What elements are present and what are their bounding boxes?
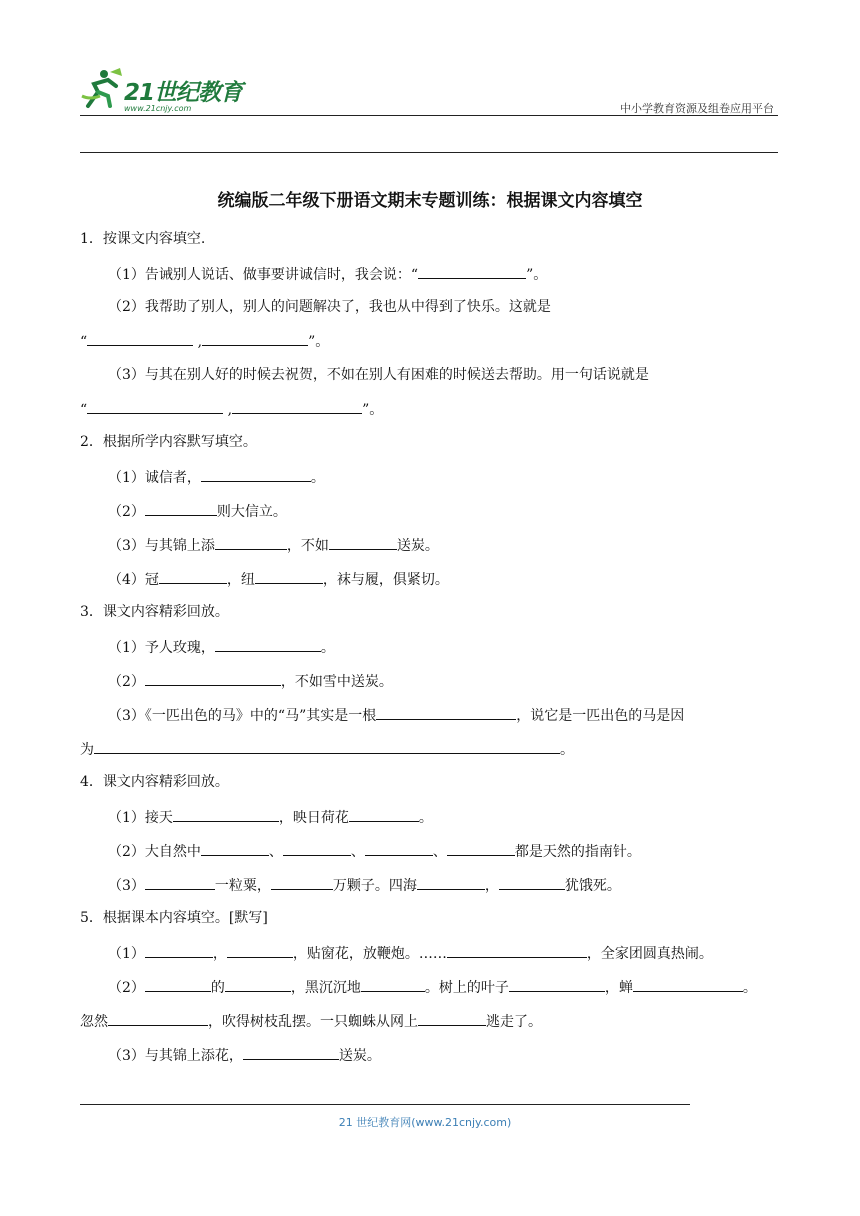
text: ， bbox=[484, 878, 499, 894]
footer-link[interactable]: 21 世纪教育网(www.21cnjy.com) bbox=[338, 1116, 512, 1129]
text: 逃走了。 bbox=[486, 1014, 542, 1030]
answer-blank[interactable] bbox=[633, 977, 743, 992]
answer-blank[interactable] bbox=[87, 331, 193, 346]
answer-blank[interactable] bbox=[108, 1011, 208, 1026]
q3-item-3-continued bbox=[80, 739, 574, 759]
answer-blank[interactable] bbox=[145, 977, 211, 992]
text: （4）冠 bbox=[108, 572, 159, 588]
text: ，纽 bbox=[226, 572, 255, 588]
answer-blank[interactable] bbox=[145, 943, 213, 958]
text: 送炭。 bbox=[338, 1048, 381, 1064]
text: 、 bbox=[432, 844, 447, 860]
text: “ bbox=[80, 334, 88, 350]
text: ”。 bbox=[308, 334, 330, 350]
q4-item-2 bbox=[108, 841, 641, 861]
text: （1）告诫别人说话、做事要讲诚信时，我会说：“ bbox=[108, 267, 419, 283]
q3-item-2 bbox=[108, 671, 393, 691]
q4-item-3 bbox=[108, 875, 621, 895]
answer-blank[interactable] bbox=[145, 501, 217, 516]
text: 。 bbox=[742, 980, 757, 996]
q1-item-3: （3）与其在别人好的时候去祝贺，不如在别人有困难的时候送去帮助。用一句话说就是 bbox=[108, 367, 649, 383]
text: ， bbox=[212, 946, 227, 962]
text: （3）《一匹出色的马》中的“马”其实是一根 bbox=[108, 708, 377, 724]
q5-item-2 bbox=[108, 977, 757, 997]
answer-blank[interactable] bbox=[225, 977, 291, 992]
text: （2） bbox=[108, 980, 145, 996]
logo-text: 21世纪教育 bbox=[124, 80, 243, 106]
answer-blank[interactable] bbox=[201, 467, 311, 482]
q2-item-2 bbox=[108, 501, 287, 521]
text: ，不如 bbox=[286, 538, 329, 554]
text: ，说它是一匹出色的马是因 bbox=[516, 708, 685, 724]
text: （3） bbox=[108, 878, 145, 894]
text: （2）大自然中 bbox=[108, 844, 201, 860]
text: ，黑沉沉地 bbox=[290, 980, 361, 996]
q3-item-1 bbox=[108, 637, 335, 657]
answer-blank[interactable] bbox=[376, 705, 516, 720]
text: 的 bbox=[210, 980, 225, 996]
text: ”。 bbox=[526, 267, 548, 283]
text: （1）诚信者， bbox=[108, 470, 201, 486]
text: 忽然 bbox=[80, 1014, 108, 1030]
q5-item-3 bbox=[108, 1045, 381, 1065]
text: （2） bbox=[108, 504, 145, 520]
text: ，贴窗花，放鞭炮。…… bbox=[292, 946, 447, 962]
question-3: 3．课文内容精彩回放。 bbox=[80, 604, 229, 620]
text: （1）予人玫瑰， bbox=[108, 640, 215, 656]
text: ，映日荷花 bbox=[278, 810, 349, 826]
text: （1） bbox=[108, 946, 145, 962]
text: ，全家团圆真热闹。 bbox=[586, 946, 713, 962]
text: 一粒粟， bbox=[214, 878, 271, 894]
text: 。 bbox=[320, 640, 335, 656]
answer-blank[interactable] bbox=[94, 739, 560, 754]
answer-blank[interactable] bbox=[418, 264, 526, 279]
q5-item-1 bbox=[108, 943, 713, 963]
q1-item-1 bbox=[108, 264, 547, 284]
page-title: 统编版二年级下册语文期末专题训练：根据课文内容填空 bbox=[217, 191, 643, 211]
answer-blank[interactable] bbox=[499, 875, 565, 890]
text: 都是天然的指南针。 bbox=[514, 844, 641, 860]
site-logo bbox=[80, 66, 250, 116]
answer-blank[interactable] bbox=[159, 569, 227, 584]
answer-blank[interactable] bbox=[283, 841, 351, 856]
answer-blank[interactable] bbox=[232, 399, 362, 414]
text: 。树上的叶子 bbox=[424, 980, 509, 996]
text: , bbox=[193, 334, 203, 350]
answer-blank[interactable] bbox=[173, 807, 279, 822]
text: ，袜与履，俱紧切。 bbox=[322, 572, 449, 588]
text: （3）与其锦上添花， bbox=[108, 1048, 243, 1064]
answer-blank[interactable] bbox=[145, 671, 281, 686]
answer-blank[interactable] bbox=[365, 841, 433, 856]
logo-url: www.21cnjy.com bbox=[124, 104, 192, 113]
header-divider bbox=[80, 115, 778, 116]
q1-item-2: （2）我帮助了别人，别人的问题解决了，我也从中得到了快乐。这就是 bbox=[108, 299, 551, 315]
q3-item-3 bbox=[108, 705, 684, 725]
text: ”。 bbox=[362, 402, 384, 418]
runner-logo-icon bbox=[80, 66, 124, 110]
answer-blank[interactable] bbox=[418, 1011, 486, 1026]
platform-name: 中小学教育资源及组卷应用平台 bbox=[620, 102, 774, 115]
answer-blank[interactable] bbox=[509, 977, 605, 992]
q2-item-1 bbox=[108, 467, 325, 487]
text: 为 bbox=[80, 742, 94, 758]
q2-item-4 bbox=[108, 569, 449, 589]
answer-blank[interactable] bbox=[215, 535, 287, 550]
q5-item-2-continued bbox=[80, 1011, 542, 1031]
answer-blank[interactable] bbox=[202, 331, 308, 346]
text: 、 bbox=[268, 844, 283, 860]
question-4: 4．课文内容精彩回放。 bbox=[80, 774, 229, 790]
text: 。 bbox=[310, 470, 325, 486]
text: （1）接天 bbox=[108, 810, 173, 826]
text: 送炭。 bbox=[396, 538, 439, 554]
text: ，不如雪中送炭。 bbox=[280, 674, 393, 690]
answer-blank[interactable] bbox=[349, 807, 419, 822]
question-2: 2．根据所学内容默写填空。 bbox=[80, 434, 257, 450]
answer-blank[interactable] bbox=[447, 943, 587, 958]
q2-item-3 bbox=[108, 535, 439, 555]
text: ，蝉 bbox=[604, 980, 633, 996]
answer-blank[interactable] bbox=[329, 535, 397, 550]
text: 犹饿死。 bbox=[564, 878, 621, 894]
q1-item-3-answer bbox=[80, 399, 383, 419]
answer-blank[interactable] bbox=[417, 875, 485, 890]
answer-blank[interactable] bbox=[271, 875, 333, 890]
answer-blank[interactable] bbox=[361, 977, 425, 992]
answer-blank[interactable] bbox=[447, 841, 515, 856]
question-1: 1．按课文内容填空. bbox=[80, 231, 206, 247]
footer-divider bbox=[80, 1104, 690, 1105]
answer-blank[interactable] bbox=[227, 943, 293, 958]
answer-blank[interactable] bbox=[87, 399, 223, 414]
q1-item-2-answer bbox=[80, 331, 329, 351]
answer-blank[interactable] bbox=[201, 841, 269, 856]
text: “ bbox=[80, 402, 88, 418]
answer-blank[interactable] bbox=[215, 637, 321, 652]
q4-item-1 bbox=[108, 807, 433, 827]
text: （2） bbox=[108, 674, 145, 690]
text: 。 bbox=[418, 810, 433, 826]
answer-blank[interactable] bbox=[255, 569, 323, 584]
text: 万颗子。四海 bbox=[332, 878, 417, 894]
text: , bbox=[223, 402, 233, 418]
text: 。 bbox=[560, 742, 574, 758]
title-divider bbox=[80, 152, 778, 153]
answer-blank[interactable] bbox=[243, 1045, 339, 1060]
question-5: 5．根据课本内容填空。[默写] bbox=[80, 910, 268, 926]
text: ，吹得树枝乱摆。一只蜘蛛从网上 bbox=[208, 1014, 418, 1030]
answer-blank[interactable] bbox=[145, 875, 215, 890]
text: 则大信立。 bbox=[216, 504, 287, 520]
text: （3）与其锦上添 bbox=[108, 538, 215, 554]
text: 、 bbox=[350, 844, 365, 860]
